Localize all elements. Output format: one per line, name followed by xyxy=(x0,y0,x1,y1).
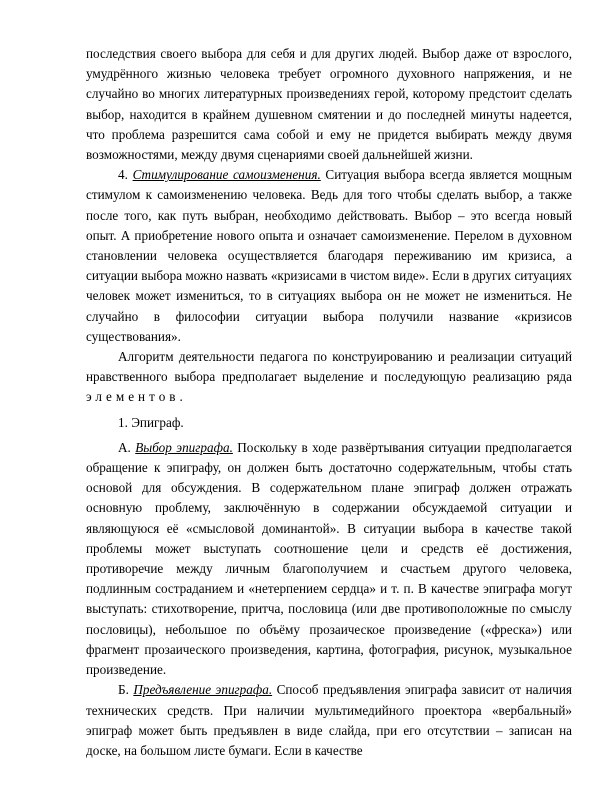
italic-label-epigraph-choice: Выбор эпиграфа. xyxy=(135,439,233,455)
spaced-word-elements: элементов. xyxy=(86,389,187,405)
paragraph-text: Поскольку в ходе развёртывания ситуации предполагается обращение к эпиграфу, он должен быть достаточно содержательным, чтобы стать основой для обсуждения. В содержательном плане эпиграф должен отражать основную проблему, заключённую в содержании обсуждаемой ситуации и являющуюся её «смысловой доминантой». В ситуации выбора в качестве такой проблемы может выступать соотношение цели и средств её достижения, противоречие между личным благополучием и счастьем другого человека, подлинным состраданием и «нетерпением сердца» и т. п. В качестве эпиграфа могут выступать: стихотворение, притча, пословица (или две противоположные по смыслу пословицы), небольшое по объёму прозаическое произведение («фреска») или фрагмент прозаического произведения, картина, фотография, рисунок, музыкальное произведение. xyxy=(86,439,572,678)
list-number: 4. xyxy=(118,167,128,183)
paragraph-choice-consequences: последствия своего выбора для себя и для других людей. Выбор даже от взрослого, умудрённого жизнью человека требует огромного духовного напряжения, и не случайно во многих литературных произведениях герой, которому предстоит сделать выбор, находится в крайнем душевном смятении и до последней минуты надеется, что проблема разрешится сама собой и ему не придется выбирать между двумя возможностями, между двумя сценариями своей дальнейшей жизни. xyxy=(86,46,572,163)
list-letter: А. xyxy=(118,439,131,455)
paragraph-text: Алгоритм деятельности педагога по конструированию и реализации ситуаций нравственного выбора предполагает выделение и последующую реализацию ряда xyxy=(86,349,572,385)
italic-label-epigraph-presentation: Предъявление эпиграфа. xyxy=(133,682,273,698)
italic-label-self-change: Стимулирование самоизменения. xyxy=(132,167,321,183)
paragraph-text: Ситуация выбора всегда является мощным стимулом к самоизменению человека. Ведь для того чтобы сделать выбор, а также после того, как путь выбран, необходимо действовать. Выбор – это всегда новый опыт. А приобретение нового опыта и означает самоизменение. Перелом в духовном становлении человека осуществляется благодаря переживанию им кризиса, а ситуации выбора можно назвать «кризисами в чистом виде». Если в других ситуациях человек может измениться, то в ситуациях выбора он не может не измениться. Не случайно в философии ситуации выбора получили название «кризисов существования». xyxy=(86,167,572,344)
paragraph-text: Способ предъявления эпиграфа зависит от наличия технических средств. При наличии мультимедийного проектора «вербальный» эпиграф может быть предъявлен в виде слайда, при его отсутствии – записан на доске, на большом листе бумаги. Если в качестве xyxy=(86,682,572,758)
paragraph-algorithm xyxy=(86,347,572,408)
document-page xyxy=(86,44,572,761)
paragraph-self-change xyxy=(86,165,572,347)
list-letter: Б. xyxy=(118,682,129,698)
section-heading-epigraph: 1. Эпиграф. xyxy=(118,414,184,430)
paragraph-epigraph-choice xyxy=(86,438,572,680)
paragraph-epigraph-presentation xyxy=(86,680,572,761)
